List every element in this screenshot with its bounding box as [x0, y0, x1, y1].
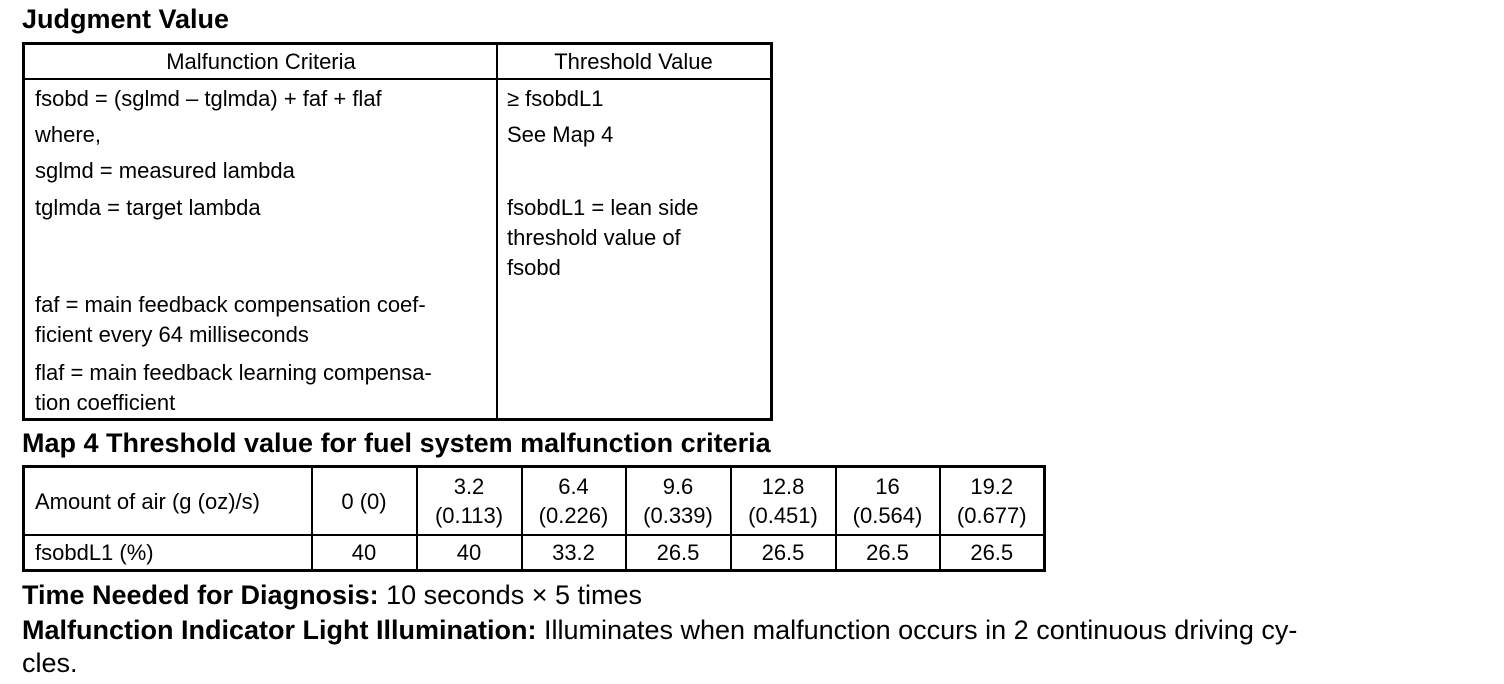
air-amount-label: Amount of air (g (oz)/s) [24, 467, 312, 536]
air-value-top: 3.2 [453, 474, 485, 499]
fsobdl1-value: 26.5 [940, 535, 1045, 571]
fsobdl1-value: 26.5 [836, 535, 940, 571]
threshold-def-line2: threshold value of [507, 225, 681, 250]
air-value-bottom: (0.677) [956, 503, 1027, 528]
map4-heading: Map 4 Threshold value for fuel system malfunction criteria [22, 428, 771, 458]
criteria-faf-line1: faf = main feedback compensation coef- [35, 292, 426, 317]
time-needed-paragraph [22, 578, 642, 612]
judgment-table [22, 42, 773, 421]
mil-illumination-continuation [22, 646, 78, 680]
mil-illumination-value-line1: Illuminates when malfunction occurs in 2 continuous driving cy- [543, 615, 1298, 645]
judgment-table-header [25, 45, 770, 80]
threshold-value-header: Threshold Value [554, 49, 713, 74]
fsobdl1-value: 40 [417, 535, 522, 571]
fsobdl1-value: 33.2 [522, 535, 626, 571]
mil-illumination-paragraph [22, 613, 1297, 647]
air-value-bottom: (0.339) [643, 503, 713, 528]
air-value-bottom: (0.564) [852, 503, 923, 528]
time-needed-value: 10 seconds × 5 times [386, 580, 642, 610]
time-needed-label: Time Needed for Diagnosis: [22, 580, 379, 610]
air-value-cell [417, 467, 522, 536]
air-value-cell [940, 467, 1045, 536]
fsobdl1-value: 40 [312, 535, 417, 571]
threshold-def-line3: fsobd [507, 255, 561, 280]
threshold-def-line1: fsobdL1 = lean side [507, 195, 699, 220]
malfunction-criteria-header: Malfunction Criteria [166, 49, 356, 74]
column-divider [496, 45, 498, 418]
air-value-top: 19.2 [970, 474, 1014, 499]
air-value-bottom: (0.451) [748, 503, 818, 528]
air-value-cell [626, 467, 731, 536]
fsobdl1-label: fsobdL1 (%) [24, 535, 312, 571]
air-value-top: 0 (0) [341, 488, 387, 514]
air-value-bottom: (0.226) [538, 503, 609, 528]
threshold-gte-fsobdl1: ≥ fsobdL1 [507, 86, 604, 111]
criteria-flaf-line2: tion coefficient [35, 390, 176, 415]
air-amount-row [24, 467, 1045, 536]
mil-illumination-value-line2: cles. [22, 648, 78, 678]
threshold-see-map4: See Map 4 [507, 122, 614, 147]
criteria-flaf-line1: flaf = main feedback learning compensa- [35, 360, 432, 385]
criteria-formula: fsobd = (sglmd – tglmda) + faf + flaf [35, 86, 382, 111]
air-value-top: 16 [875, 474, 900, 499]
air-value-bottom: (0.113) [434, 503, 504, 528]
air-value-cell [731, 467, 836, 536]
fsobdl1-value: 26.5 [731, 535, 836, 571]
air-value-top: 9.6 [662, 474, 694, 499]
air-value-cell [312, 467, 417, 536]
criteria-where: where, [35, 122, 102, 147]
map4-table [22, 465, 1046, 572]
mil-illumination-label: Malfunction Indicator Light Illumination: [22, 615, 537, 645]
air-value-top: 12.8 [761, 474, 805, 499]
judgment-value-heading: Judgment Value [22, 4, 230, 34]
air-value-top: 6.4 [558, 474, 589, 499]
air-value-cell [522, 467, 626, 536]
air-value-cell [836, 467, 940, 536]
criteria-faf-line2: ficient every 64 milliseconds [35, 322, 309, 347]
fsobdl1-value: 26.5 [626, 535, 731, 571]
criteria-tglmda: tglmda = target lambda [35, 195, 261, 220]
criteria-sglmd: sglmd = measured lambda [35, 158, 295, 183]
fsobdl1-row [24, 535, 1045, 571]
